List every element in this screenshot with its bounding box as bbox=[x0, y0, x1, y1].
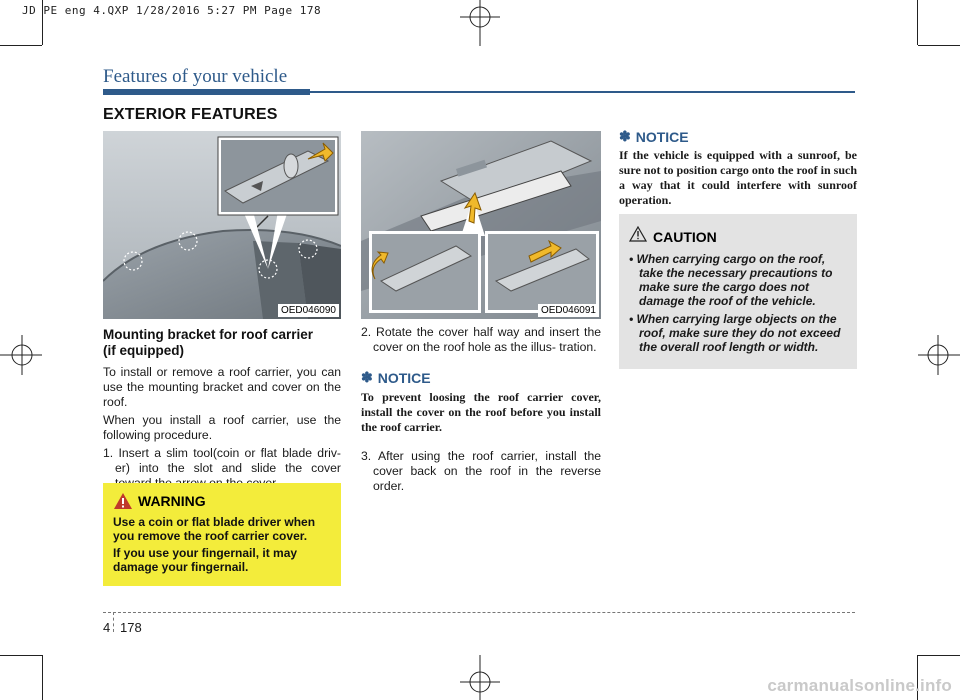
warning-line-2: If you use your fingernail, it may damage your fingernail. bbox=[113, 546, 298, 574]
right-column bbox=[619, 128, 857, 208]
registration-mark-bottom bbox=[455, 655, 505, 700]
notice-star-icon: ✽ bbox=[619, 128, 631, 144]
roof-bracket-figure bbox=[103, 131, 341, 319]
watermark: carmanualsonline.info bbox=[767, 676, 952, 695]
step-1: 1. Insert a slim tool(coin or flat blade driv- er) into the slot and slide the cover bbox=[103, 446, 341, 475]
heading-line-1: Mounting bracket for roof carrier bbox=[103, 327, 314, 342]
warning-line-1: Use a coin or flat blade driver when you remove the roof carrier cover. bbox=[113, 515, 316, 543]
registration-mark-right bbox=[918, 330, 960, 380]
step-3: 3. After using the roof carrier, install the cover back on the roof in the reverse order. bbox=[361, 449, 601, 493]
notice-title-right: NOTICE bbox=[635, 128, 689, 145]
footer-rule bbox=[103, 612, 855, 613]
section-title: EXTERIOR FEATURES bbox=[103, 106, 278, 123]
caution-title: CAUTION bbox=[653, 229, 717, 245]
left-column bbox=[103, 327, 341, 491]
car-roof-illustration bbox=[103, 131, 341, 319]
notice-star-icon: ✽ bbox=[361, 369, 373, 385]
caution-item-1: • When carrying cargo on the roof, take the necessary precautions to make sure the cargo does not damage the roof of the vehicle. bbox=[629, 252, 833, 308]
caution-list bbox=[629, 252, 851, 358]
chapter-number: 4 bbox=[103, 620, 111, 635]
intro-paragraph: To install or remove a roof carrier, you can use the mounting bracket and cover on the roof. bbox=[103, 365, 341, 409]
footer-divider bbox=[113, 612, 115, 632]
header-rule bbox=[310, 91, 855, 93]
middle-column bbox=[361, 325, 601, 494]
page-number: 178 bbox=[120, 620, 142, 635]
cover-install-illustration bbox=[361, 131, 601, 319]
caution-item-text: When carrying cargo on the roof, take the necessary precautions to make sure the cargo does not damage the roof of the vehicle. bbox=[636, 252, 833, 308]
registration-mark-left bbox=[0, 330, 42, 380]
warning-triangle-icon bbox=[113, 492, 133, 510]
warning-title: WARNING bbox=[138, 493, 206, 509]
subsection-heading bbox=[103, 327, 341, 359]
running-header: Features of your vehicle bbox=[103, 66, 288, 87]
print-slug: JD PE eng 4.QXP 1/28/2016 5:27 PM Page 178 bbox=[22, 4, 322, 17]
notice-header-middle bbox=[361, 369, 601, 386]
procedure-paragraph: When you install a roof carrier, use the following procedure. bbox=[103, 413, 341, 442]
registration-mark-top bbox=[455, 0, 505, 46]
notice-body-middle: To prevent loosing the roof carrier cover, install the cover on the roof before you install the roof carrier. bbox=[361, 390, 601, 434]
caution-item-2: • When carrying large objects on the roof, make sure they do not exceed the overall roof length or width. bbox=[629, 312, 841, 354]
header-rule-accent bbox=[103, 89, 310, 95]
warning-box bbox=[103, 483, 341, 586]
cover-install-figure bbox=[361, 131, 601, 319]
caution-triangle-icon bbox=[629, 226, 647, 242]
step-2: 2. Rotate the cover half way and insert the cover on the roof hole as the illus- tration. bbox=[361, 325, 601, 354]
notice-header-right bbox=[619, 128, 857, 145]
figure-code-left: OED046090 bbox=[278, 304, 339, 317]
caution-box bbox=[619, 214, 857, 369]
notice-body-right: If the vehicle is equipped with a sunroof, be sure not to position cargo onto the roof in such a way that it could interfere with sunroof operation. bbox=[619, 148, 857, 207]
warning-header bbox=[113, 492, 206, 510]
warning-content bbox=[113, 515, 333, 577]
caution-header bbox=[629, 223, 717, 245]
notice-title-middle: NOTICE bbox=[377, 369, 431, 386]
heading-line-2: (if equipped) bbox=[103, 343, 184, 358]
figure-code-middle: OED046091 bbox=[538, 304, 599, 317]
caution-item-text: When carrying large objects on the roof, make sure they do not exceed the overall roof length or width. bbox=[636, 312, 841, 354]
